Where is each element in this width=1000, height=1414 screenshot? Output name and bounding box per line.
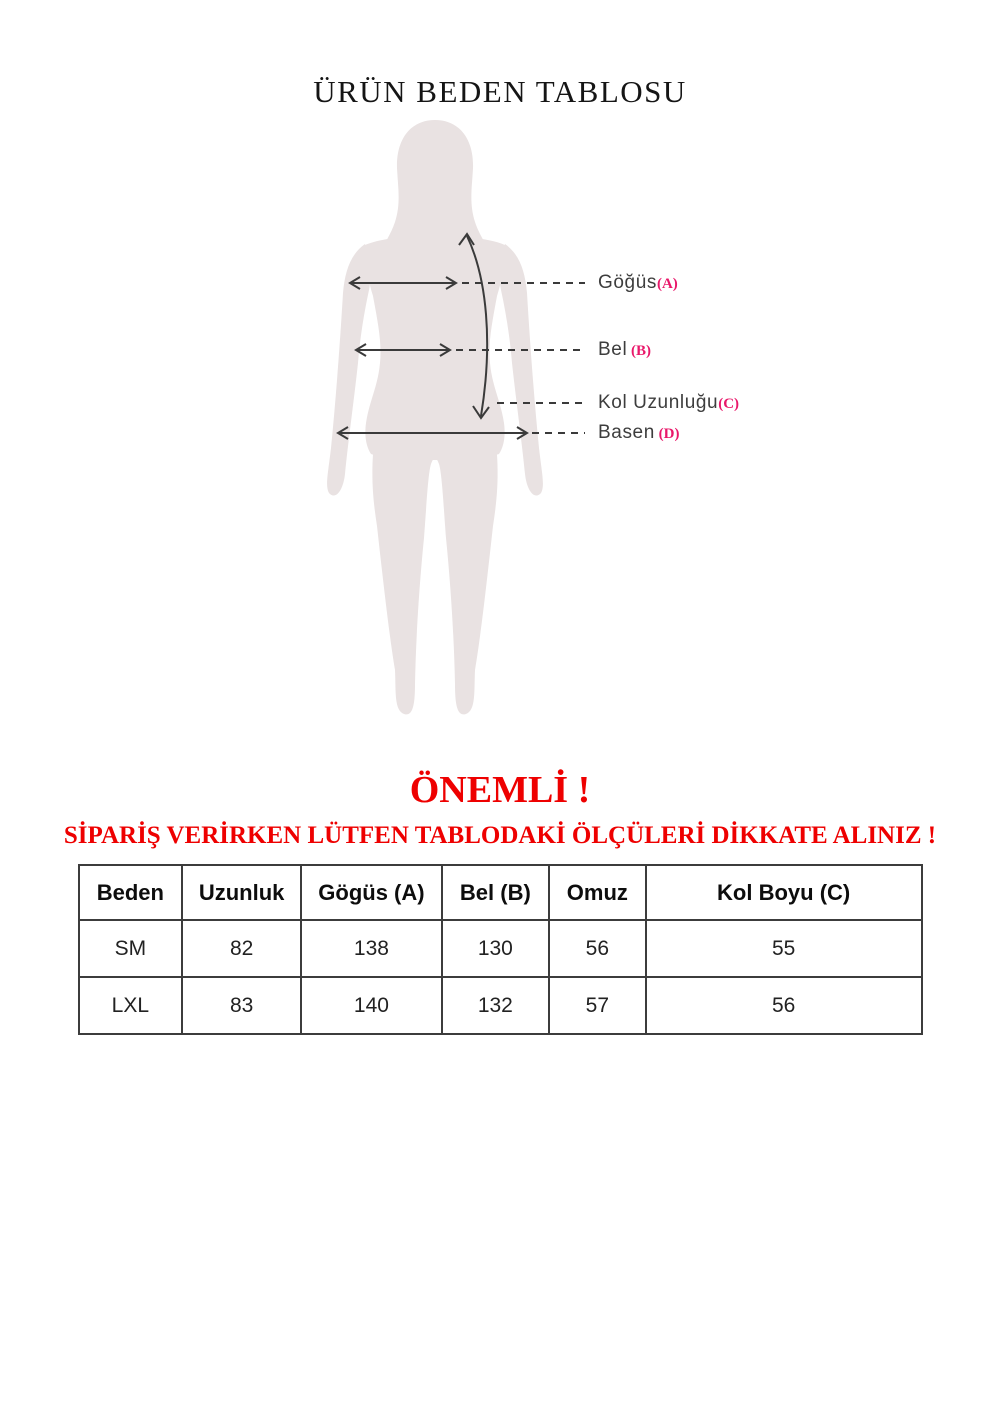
label-arm-length (598, 392, 739, 414)
header-beden: Beden (79, 865, 183, 920)
size-cell: 55 (646, 920, 922, 977)
size-row-sm (79, 920, 922, 977)
size-cell: LXL (79, 977, 183, 1034)
label-hips-letter: (D) (654, 426, 680, 442)
label-hips (598, 422, 679, 444)
label-hips-text: Basen (598, 422, 655, 443)
body-silhouette-graphic (0, 118, 1000, 766)
header-kol-boyu: Kol Boyu (C) (646, 865, 922, 920)
page-title: ÜRÜN BEDEN TABLOSU (313, 74, 687, 109)
size-table-header-row (79, 865, 922, 920)
size-cell: 138 (301, 920, 442, 977)
label-waist-letter: (B) (627, 343, 652, 359)
measurement-diagram (0, 118, 1000, 766)
label-chest-text: Göğüs (598, 272, 657, 293)
label-chest (598, 272, 678, 294)
size-cell: 132 (442, 977, 549, 1034)
header-bel: Bel (B) (442, 865, 549, 920)
female-silhouette (327, 120, 543, 714)
silhouette-legs (372, 434, 497, 714)
silhouette-torso (363, 236, 507, 461)
size-cell: 82 (182, 920, 301, 977)
header-gogus: Gögüs (A) (301, 865, 442, 920)
size-cell: 130 (442, 920, 549, 977)
silhouette-right-arm (500, 244, 543, 496)
size-cell: 56 (646, 977, 922, 1034)
label-chest-letter: (A) (656, 276, 678, 292)
header-omuz: Omuz (549, 865, 646, 920)
size-cell: SM (79, 920, 183, 977)
label-waist (598, 339, 651, 361)
size-cell: 56 (549, 920, 646, 977)
size-cell: 57 (549, 977, 646, 1034)
size-cell: 83 (182, 977, 301, 1034)
silhouette-left-arm (327, 244, 370, 496)
header-uzunluk: Uzunluk (182, 865, 301, 920)
order-warning-text: SİPARİŞ VERİRKEN LÜTFEN TABLODAKİ ÖLÇÜLERİ DİKKATE ALINIZ ! (63, 822, 937, 849)
label-arm-length-letter: (C) (718, 396, 740, 412)
label-arm-length-text: Kol Uzunluğu (598, 392, 719, 413)
size-cell: 140 (301, 977, 442, 1034)
label-waist-text: Bel (598, 339, 628, 360)
important-heading: ÖNEMLİ ! (409, 769, 591, 811)
size-row-lxl (79, 977, 922, 1034)
size-table (78, 864, 923, 1035)
